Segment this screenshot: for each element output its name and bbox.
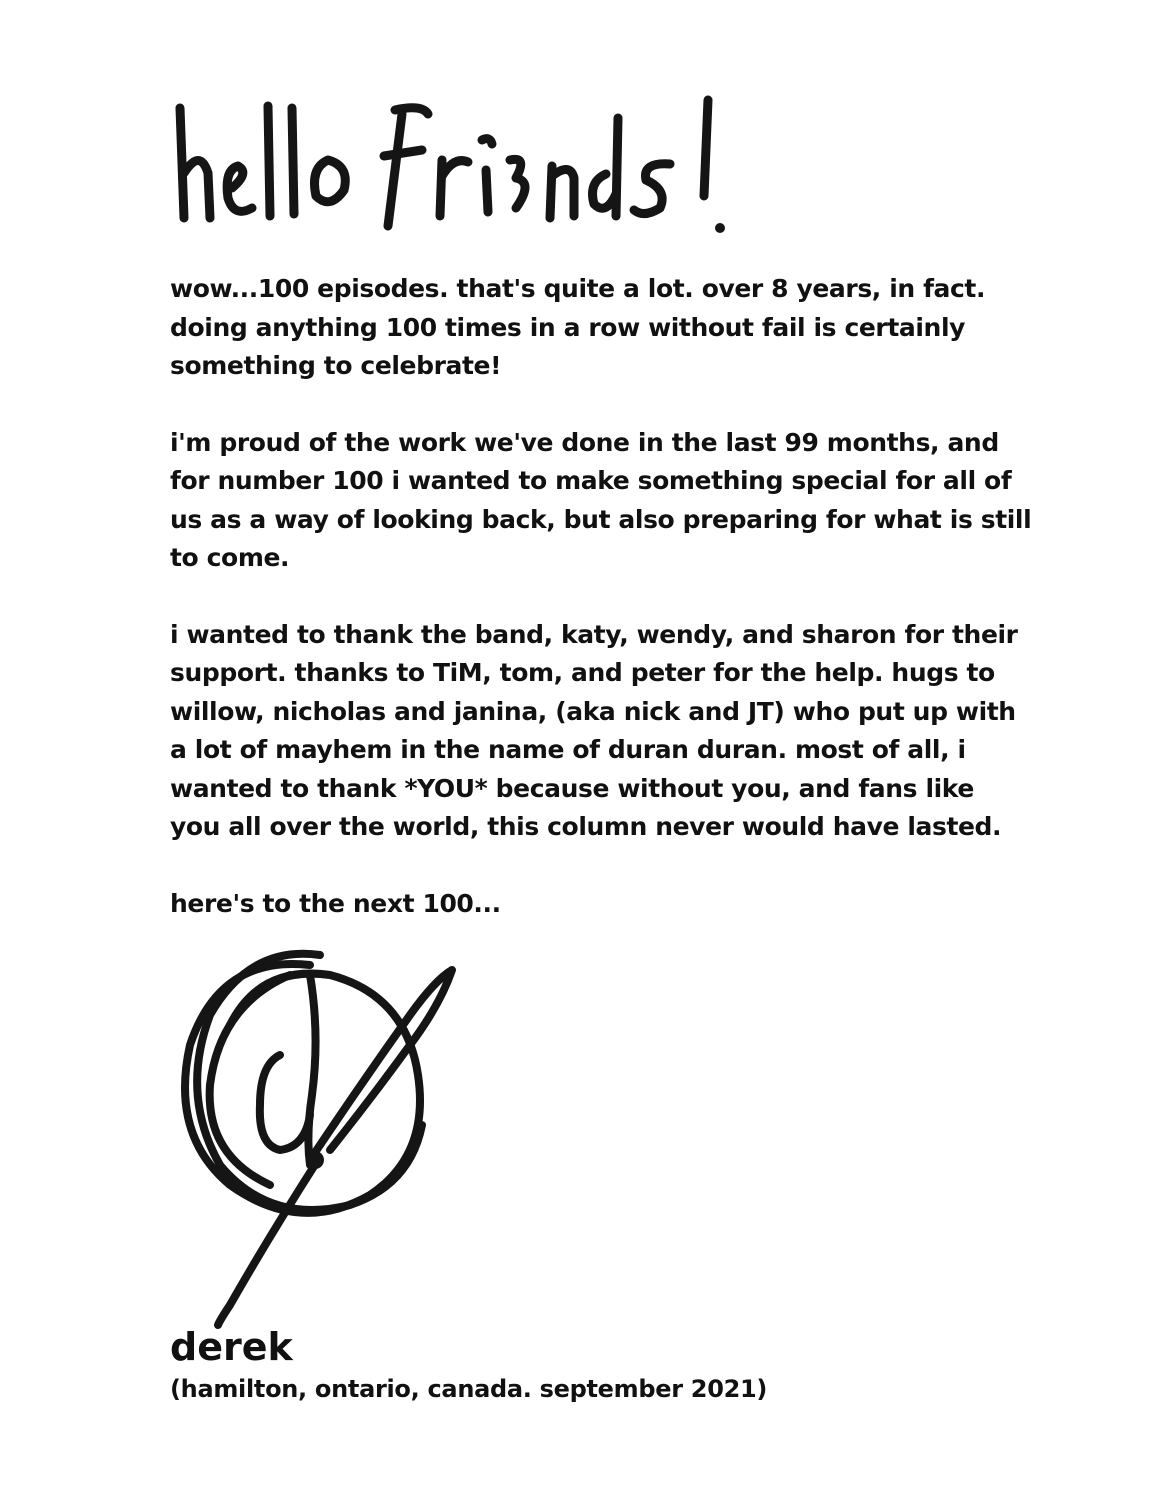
paragraph-proud: i'm proud of the work we've done in the last 99 months, and for number 100 i wanted to make something special for all of us as a way of looking back, but also preparing for what is still to come. xyxy=(170,427,1032,572)
handwritten-heading-drawing xyxy=(160,78,780,238)
handwritten-heading xyxy=(160,78,780,238)
signoff-name: derek xyxy=(170,1325,293,1369)
letter-body xyxy=(170,270,1050,961)
signature-scribble xyxy=(160,935,480,1330)
paragraph-thanks: i wanted to thank the band, katy, wendy, and sharon for their support. thanks to TiM, tom, and peter for the help. hugs to willow, nicholas and janina, (aka nick and JT) who put up with a lot of mayhem in the name of duran duran. most of all, i wanted to thank *YOU* because without you, and fans like you all over the world, this column never would have lasted. xyxy=(170,619,1018,841)
paragraph-episodes: wow...100 episodes. that's quite a lot. over 8 years, in fact. doing anything 100 times in a row without fail is certainly something to celebrate! xyxy=(170,274,986,380)
paragraph-next-100: here's to the next 100... xyxy=(170,888,501,918)
signature-drawing xyxy=(160,935,480,1330)
signoff-location: (hamilton, ontario, canada. september 2021) xyxy=(170,1375,768,1403)
